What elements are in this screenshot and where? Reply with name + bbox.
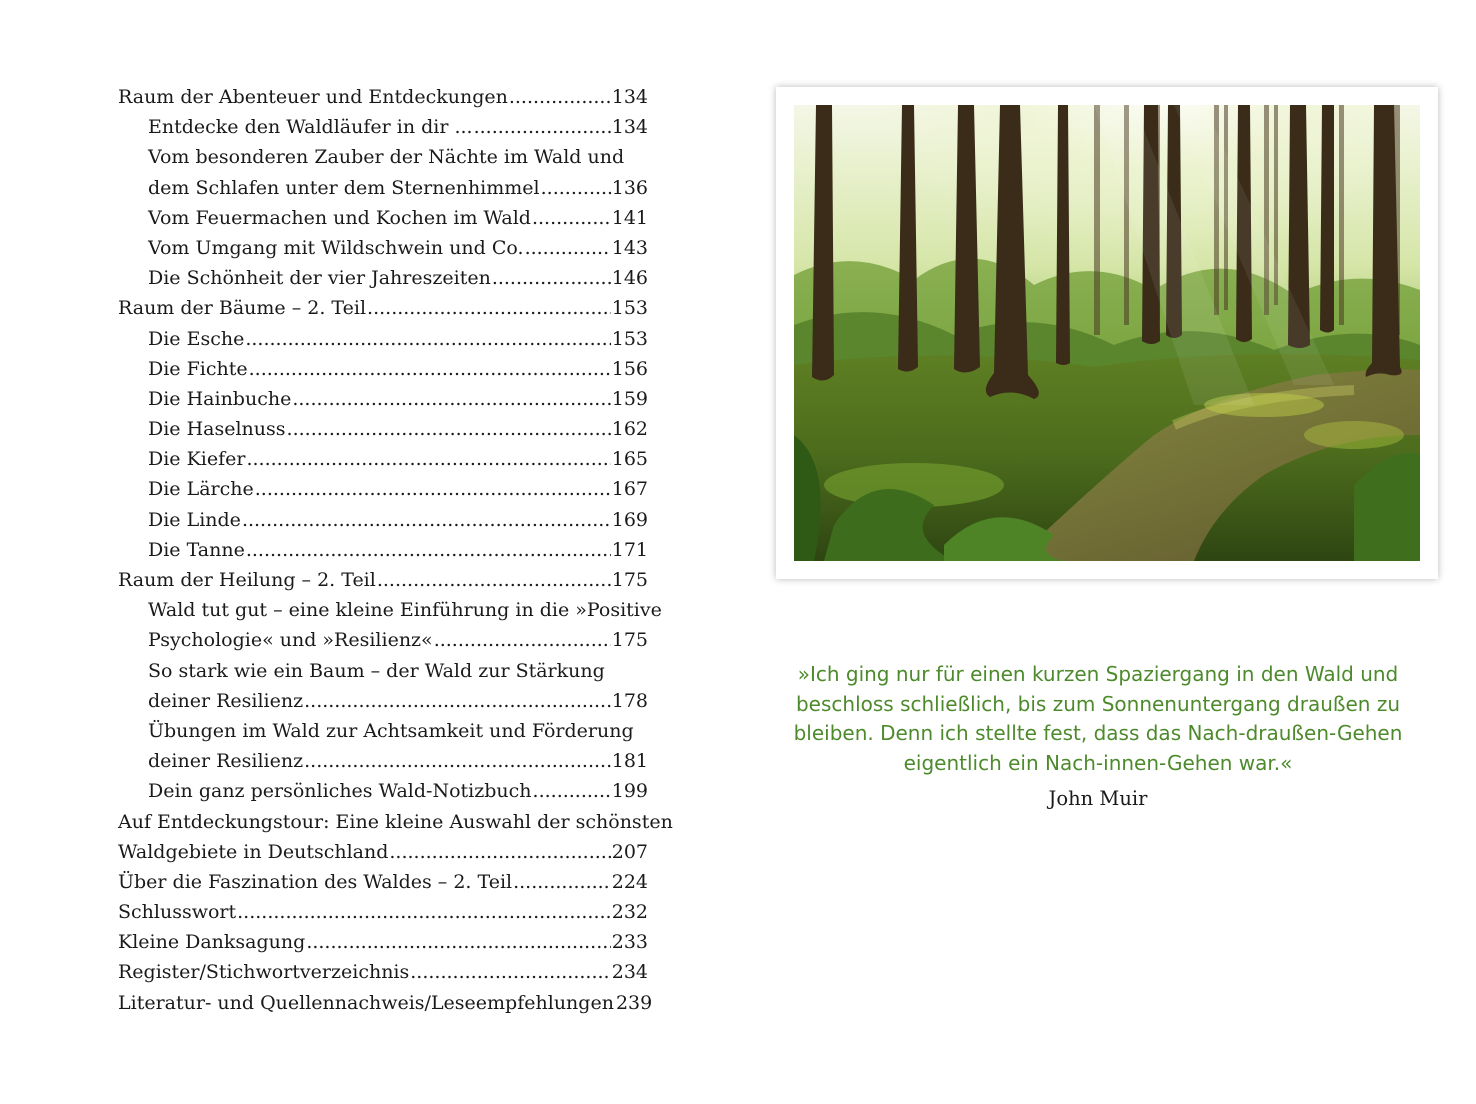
toc-leader-dots [389, 837, 610, 867]
toc-entry-title: Die Tanne [148, 538, 245, 561]
toc-entry-title: Psychologie« und »Resilienz« [148, 629, 433, 652]
toc-entry-page: 224 [611, 870, 648, 893]
toc-entry [118, 625, 648, 655]
toc-entry-title: deiner Resilienz [148, 750, 304, 773]
toc-entry-title: Raum der Heilung – 2. Teil [118, 569, 376, 591]
quote-text: »Ich ging nur für einen kurzen Spaziergang in den Wald und beschloss schließlich, bis zum Sonnenuntergang draußen zu bleiben. Denn ich stellte fest, dass das Nach-draußen-Gehen eigentlich ein Nach-innen-Gehen war.« [793, 662, 1403, 775]
toc-leader-dots [304, 686, 611, 716]
toc-leader-dots [509, 82, 611, 112]
toc-entry-title: Auf Entdeckungstour: Eine kleine Auswahl der schönsten [118, 810, 673, 833]
toc-leader-dots [410, 957, 610, 987]
toc-entry-page: 146 [611, 267, 648, 290]
toc-entry [118, 927, 648, 957]
toc-entry-page: 233 [611, 931, 648, 954]
toc-entry [118, 897, 648, 927]
toc-leader-dots [434, 625, 611, 655]
toc-entry-page: 162 [611, 418, 648, 441]
toc-leader-dots [245, 324, 610, 354]
toc-entry [118, 595, 662, 625]
toc-entry-title: dem Schlafen unter dem Sternenhimmel [148, 176, 540, 199]
toc-entry-page: 153 [611, 327, 648, 350]
toc-entry-page: 232 [611, 901, 648, 924]
toc-entry [118, 173, 648, 203]
toc-entry [118, 354, 648, 384]
toc-leader-dots [533, 776, 611, 806]
toc-leader-dots [287, 414, 611, 444]
toc-entry [118, 233, 648, 263]
toc-entry-page: 181 [611, 750, 648, 773]
toc-entry [118, 505, 648, 535]
toc-leader-dots [249, 354, 611, 384]
toc-entry [118, 82, 648, 112]
toc-entry [118, 535, 648, 565]
toc-leader-dots [304, 746, 611, 776]
toc-entry-page: 175 [611, 629, 648, 652]
table-of-contents [118, 82, 673, 1018]
toc-entry-title: Dein ganz persönliches Wald-Notizbuch [148, 780, 532, 803]
toc-entry [118, 716, 648, 746]
toc-entry-page: 207 [611, 840, 648, 863]
toc-entry-page: 134 [611, 86, 648, 108]
toc-entry-title: Die Haselnuss [148, 418, 286, 441]
toc-entry [118, 263, 648, 293]
toc-entry-title: Die Linde [148, 508, 241, 531]
toc-leader-dots [242, 505, 611, 535]
toc-entry-title: Vom besonderen Zauber der Nächte im Wald und [148, 146, 625, 169]
toc-entry [118, 324, 648, 354]
toc-entry [118, 293, 648, 323]
toc-entry [118, 656, 648, 686]
toc-entry [118, 686, 648, 716]
toc-entry-title: Raum der Abenteuer und Entdeckungen [118, 86, 508, 108]
toc-entry-page: 165 [611, 448, 648, 471]
toc-entry [118, 565, 648, 595]
toc-entry [118, 957, 648, 987]
toc-leader-dots [532, 203, 611, 233]
toc-leader-dots [306, 927, 610, 957]
toc-leader-dots [255, 474, 611, 504]
toc-leader-dots [367, 293, 611, 323]
toc-entry-page: 141 [611, 206, 648, 229]
toc-entry-title: Kleine Danksagung [118, 931, 306, 954]
toc-entry-page: 239 [615, 991, 653, 1014]
toc-entry [118, 837, 648, 867]
toc-entry-page: 171 [611, 538, 648, 561]
toc-entry [118, 414, 648, 444]
toc-entry [118, 384, 648, 414]
toc-entry-page: 167 [611, 478, 648, 501]
toc-entry-title: Übungen im Wald zur Achtsamkeit und Förderung [148, 719, 634, 742]
toc-entry-page: 199 [611, 780, 648, 803]
toc-entry-title: Die Esche [148, 327, 245, 350]
toc-entry-page: 153 [611, 297, 648, 320]
toc-leader-dots [377, 565, 611, 595]
toc-entry-title: Schlusswort [118, 901, 237, 924]
toc-entry-page: 175 [611, 569, 648, 591]
toc-leader-dots [513, 867, 611, 897]
toc-entry [118, 203, 648, 233]
toc-entry-page: 156 [611, 357, 648, 380]
toc-entry-page: 134 [611, 116, 648, 139]
toc-leader-dots [246, 444, 610, 474]
toc-entry-title: Literatur- und Quellennachweis/Leseempfehlungen [118, 991, 614, 1014]
toc-entry-title: Die Fichte [148, 357, 248, 380]
toc-entry-title: Vom Umgang mit Wildschwein und Co. [148, 236, 524, 259]
toc-entry [118, 444, 648, 474]
toc-entry-page: 234 [611, 961, 648, 984]
toc-entry-page: 178 [611, 689, 648, 712]
toc-entry-title: deiner Resilienz [148, 689, 304, 712]
forest-photo-frame [776, 87, 1438, 579]
toc-leader-dots [525, 233, 611, 263]
toc-leader-dots [292, 384, 610, 414]
toc-entry [118, 142, 648, 172]
quote-author: John Muir [1048, 787, 1148, 810]
toc-entry-title: Raum der Bäume – 2. Teil [118, 297, 367, 320]
toc-entry-title: Register/Stichwortverzeichnis [118, 961, 410, 984]
toc-entry-page: 143 [611, 236, 648, 259]
toc-leader-dots [541, 173, 611, 203]
toc-leader-dots [246, 535, 611, 565]
forest-illustration [794, 105, 1420, 561]
toc-entry-title: Die Kiefer [148, 448, 246, 471]
toc-entry-title: Entdecke den Waldläufer in dir ... [148, 116, 473, 139]
toc-entry-page: 136 [611, 176, 648, 199]
toc-leader-dots [474, 112, 611, 142]
toc-entry [118, 776, 648, 806]
toc-entry-title: Die Schönheit der vier Jahreszeiten [148, 267, 491, 290]
toc-entry-title: Vom Feuermachen und Kochen im Wald [148, 206, 531, 229]
toc-entry [118, 988, 653, 1018]
toc-entry [118, 474, 648, 504]
toc-entry [118, 867, 648, 897]
toc-entry [118, 746, 648, 776]
forest-photo [794, 105, 1420, 561]
toc-entry-title: So stark wie ein Baum – der Wald zur Stärkung [148, 659, 605, 682]
toc-entry-title: Die Lärche [148, 478, 254, 501]
toc-entry-page: 169 [611, 508, 648, 531]
toc-leader-dots [492, 263, 611, 293]
toc-entry-title: Waldgebiete in Deutschland [118, 840, 389, 863]
toc-entry-title: Die Hainbuche [148, 387, 292, 410]
toc-leader-dots [237, 897, 611, 927]
toc-entry-title: Über die Faszination des Waldes – 2. Teil [118, 870, 513, 893]
toc-entry-page: 159 [611, 387, 648, 410]
toc-entry [118, 807, 673, 837]
toc-entry-title: Wald tut gut – eine kleine Einführung in die »Positive [148, 599, 662, 622]
toc-entry [118, 112, 648, 142]
